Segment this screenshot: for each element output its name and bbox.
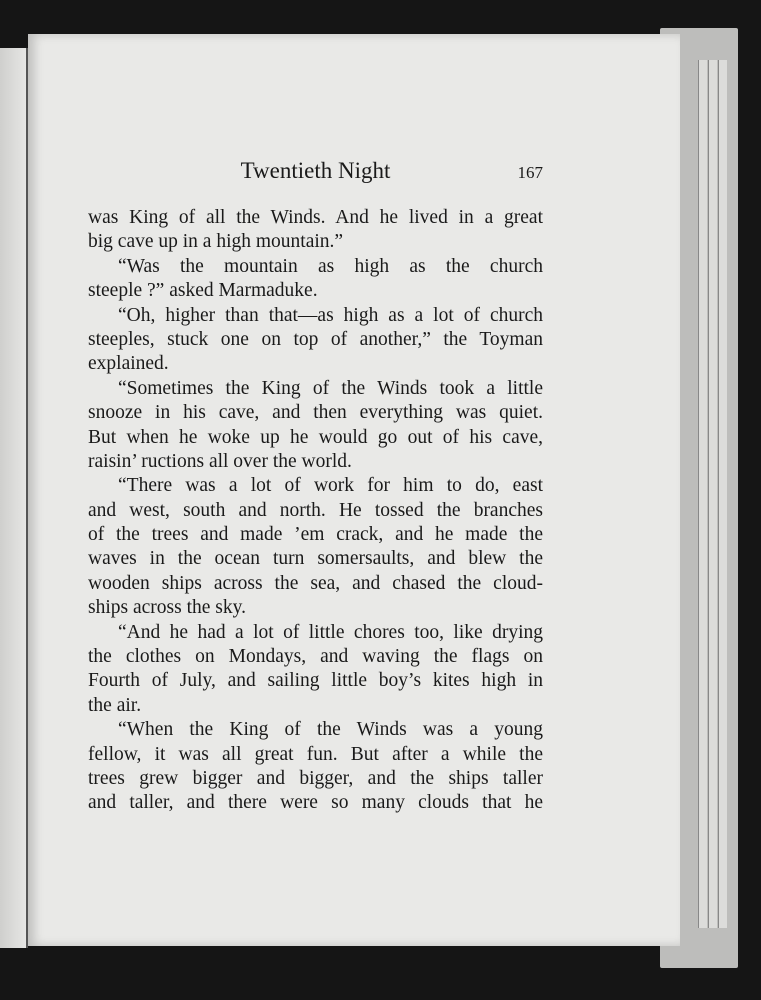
text-line: But when he woke up he would go out of his cave, xyxy=(88,426,543,448)
page-body-text xyxy=(88,206,543,816)
text-line: steeples, stuck one on top of another,” the Toyman xyxy=(88,328,543,350)
text-line: snooze in his cave, and then everything was quiet. xyxy=(88,402,543,424)
book-page xyxy=(28,34,680,946)
running-header xyxy=(88,158,543,190)
text-line: steeple ?” asked Marmaduke. xyxy=(88,280,318,302)
text-line: was King of all the Winds. And he lived in a great xyxy=(88,207,543,228)
text-line: big cave up in a high mountain.” xyxy=(88,231,344,253)
facing-page-edge xyxy=(0,48,28,948)
chapter-title: Twentieth Night xyxy=(240,158,391,183)
text-line: waves in the ocean turn somersaults, and blew the xyxy=(88,548,543,570)
page-edge xyxy=(708,60,717,928)
text-line: explained. xyxy=(88,353,169,375)
text-line: “Sometimes the King of the Winds took a little xyxy=(118,377,543,399)
text-line: raisin’ ructions all over the world. xyxy=(88,450,352,472)
text-line: the air. xyxy=(88,694,142,716)
text-line: wooden ships across the sea, and chased the cloud- xyxy=(88,572,543,594)
text-line: Fourth of July, and sailing little boy’s kites high in xyxy=(88,670,543,692)
page-edge xyxy=(718,60,727,928)
text-line: of the trees and made ’em crack, and he made the xyxy=(88,524,543,546)
page-edge xyxy=(698,60,707,928)
text-line: “Oh, higher than that—as high as a lot of church xyxy=(118,304,543,326)
text-line: ships across the sky. xyxy=(88,597,246,619)
text-line: “And he had a lot of little chores too, like drying xyxy=(118,621,543,643)
text-line: and taller, and there were so many clouds that he xyxy=(88,792,543,814)
text-line: the clothes on Mondays, and waving the flags on xyxy=(88,646,543,668)
text-line: fellow, it was all great fun. But after a while the xyxy=(88,743,543,765)
text-line: “There was a lot of work for him to do, east xyxy=(118,475,543,497)
text-line: “When the King of the Winds was a young xyxy=(118,719,543,741)
text-line: “Was the mountain as high as the church xyxy=(118,255,543,277)
text-line: trees grew bigger and bigger, and the ships taller xyxy=(88,767,543,789)
page-number: 167 xyxy=(517,163,543,182)
text-line: and west, south and north. He tossed the branches xyxy=(88,499,543,521)
